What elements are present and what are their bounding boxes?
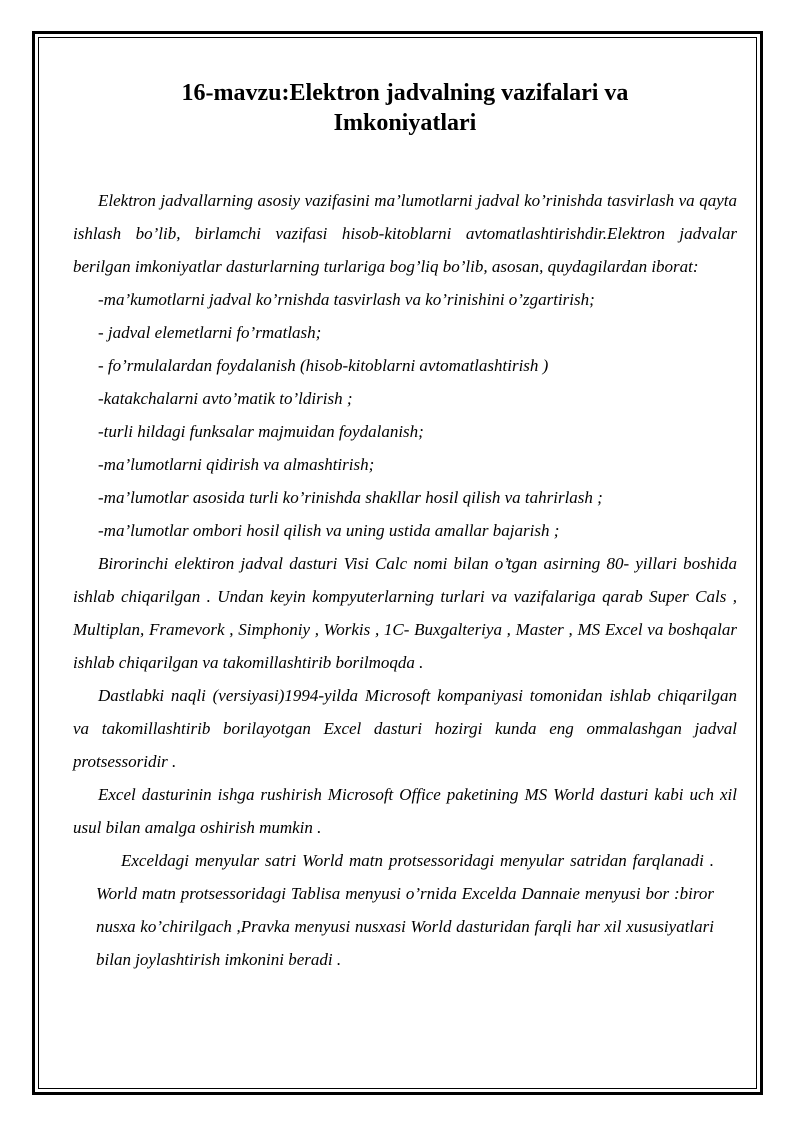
list-item: -ma’kumotlarni jadval ko’rnishda tasvirlash va ko’rinishini o’zgartirish; [98, 290, 595, 309]
list-item: -ma’lumotlar asosida turli ko’rinishda shakllar hosil qilish va tahrirlash ; [98, 488, 603, 507]
history-paragraph: Birorinchi elektiron jadval dasturi Visi Calc nomi bilan o’tgan asirning 80- yillari boshida ishlab chiqarilgan . Undan keyin kompyuterlarning turlari va vazifalariga qarab Super Cals , Multiplan, Framevork , Simphoniy , Workis , 1C- Buxgalteriya , Master , MS Excel va boshqalar ishlab chiqarilgan va takomillashtirib borilmoqda . [73, 554, 737, 672]
list-item: -ma’lumotlar ombori hosil qilish va uning ustida amallar bajarish ; [98, 521, 560, 540]
menu-paragraph: Exceldagi menyular satri World matn protsessoridagi menyular satridan farqlanadi . World matn protsessoridagi Tablisa menyusi o’rnida Excelda Dannaie menyusi bor :biror nusxa ko’chirilgach ,Pravka menyusi nusxasi World dasturidan farqli har xil xususiyatlari bilan joylashtirish imkonini beradi . [96, 851, 714, 969]
launch-paragraph: Excel dasturinin ishga rushirish Microsoft Office paketining MS World dasturi kabi uch xil usul bilan amalga oshirish mumkin . [73, 785, 737, 837]
version-paragraph: Dastlabki naqli (versiyasi)1994-yilda Microsoft kompaniyasi tomonidan ishlab chiqarilgan va takomillashtirib borilayotgan Excel dasturi hozirgi kunda eng ommalashgan jadval protsessoridir . [73, 686, 737, 771]
document-body [73, 184, 737, 976]
list-item: - jadval elemetlarni fo’rmatlash; [98, 323, 322, 342]
list-item: - fo’rmulalardan foydalanish (hisob-kitoblarni avtomatlashtirish ) [98, 356, 549, 375]
title-line-1: 16-mavzu:Elektron jadvalning vazifalari va [181, 80, 629, 106]
list-item: -ma’lumotlarni qidirish va almashtirish; [98, 455, 375, 474]
list-item: -katakchalarni avto’matik to’ldirish ; [98, 389, 353, 408]
intro-paragraph: Elektron jadvallarning asosiy vazifasini ma’lumotlarni jadval ko’rinishda tasvirlash va qayta ishlash bo’lib, birlamchi vazifasi hisob-kitoblarni avtomatlashtirishdir.Elektron jadvalar berilgan imkoniyatlar dasturlarning turlariga bog’liq bo’lib, asosan, quydagilardan iborat: [73, 191, 737, 276]
title-line-2: Imkoniyatlari [333, 110, 477, 136]
page-title [70, 78, 740, 138]
list-item: -turli hildagi funksalar majmuidan foydalanish; [98, 422, 424, 441]
